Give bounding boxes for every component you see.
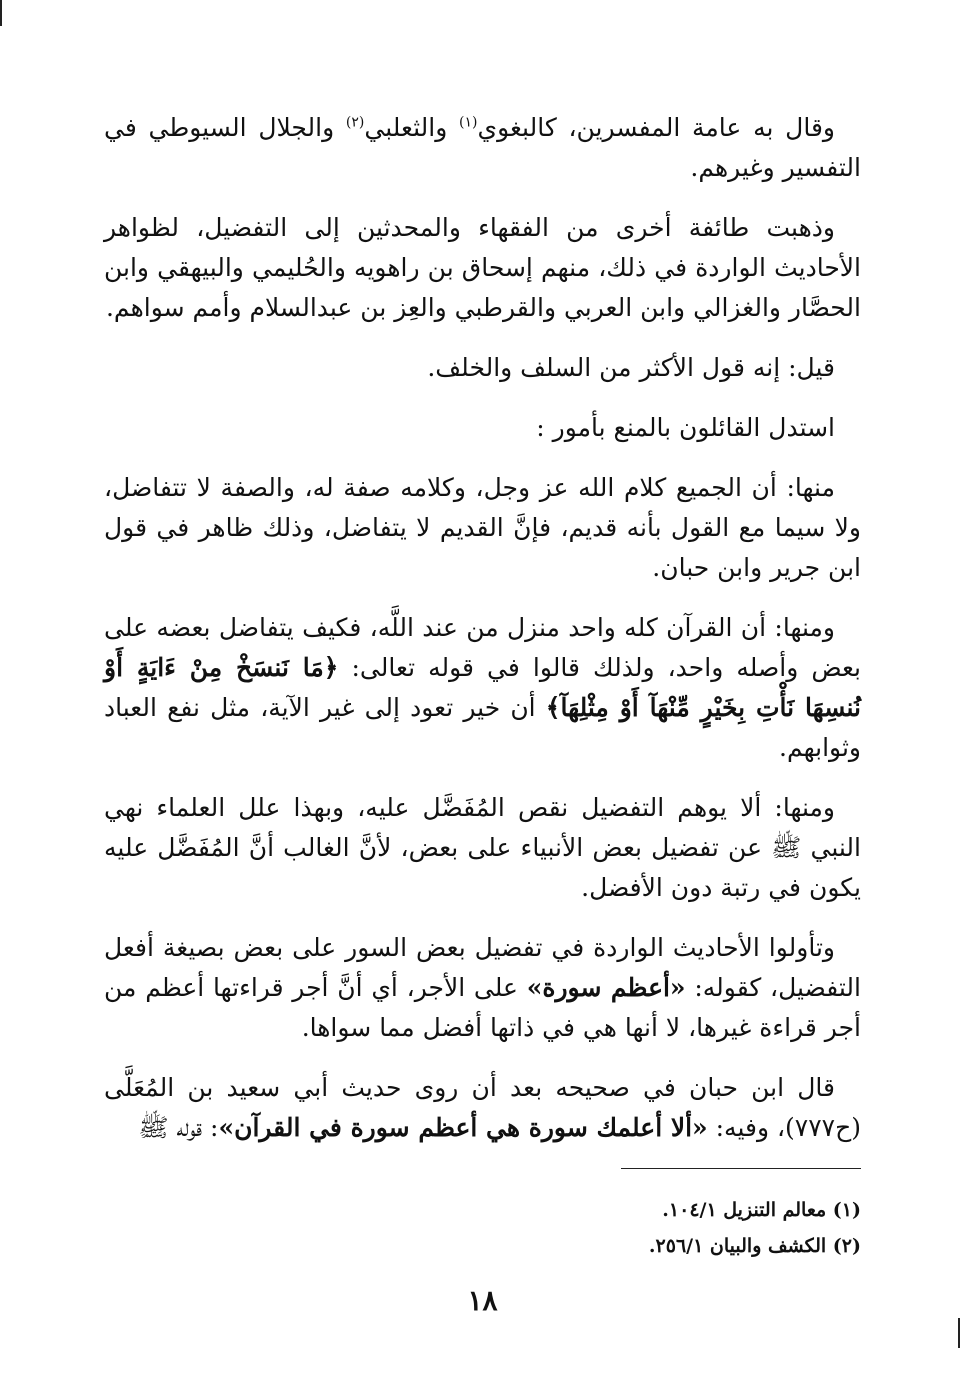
page-number: ١٨ xyxy=(467,1284,498,1317)
scan-edge-mark-top xyxy=(0,0,2,26)
paragraph-1 xyxy=(104,108,861,188)
p6-text-a: ومنها: أن القرآن كله واحد منزل من عند اللَّه، فكيف يتفاضل بعضه على بعض وأصله واحد، ولذلك قالوا في قوله تعالى: xyxy=(104,613,862,682)
p9-text-b: : قوله ﷺ xyxy=(138,1113,219,1142)
hadith-quote-2: «ألا أعلمك سورة هي أعظم سورة في القرآن» xyxy=(218,1113,708,1142)
paragraph-8 xyxy=(104,928,861,1048)
paragraph-2: وذهبت طائفة أخرى من الفقهاء والمحدثين إلى التفضيل، لظواهر الأحاديث الواردة في ذلك، منهم إسحاق بن راهويه والحُليمي والبيهقي وابن الحصَّار والغزالي وابن العربي والقرطبي والعِز بن عبدالسلام وأمم سواهم. xyxy=(104,213,861,322)
footnote-ref-2: (٢) xyxy=(345,114,365,131)
p8-text-a: وتأولوا الأحاديث الواردة في تفضيل بعض السور على بعض بصيغة أفعل التفضيل، كقوله: xyxy=(104,933,861,1002)
p1-text-a: وقال به عامة المفسرين، كالبغوي xyxy=(477,113,835,142)
paragraph-9 xyxy=(104,1068,861,1148)
paragraph-4: استدل القائلون بالمنع بأمور : xyxy=(536,413,835,442)
footnote-ref-1: (١) xyxy=(459,114,478,131)
footnote-divider xyxy=(621,1168,861,1169)
paragraph-5: منها: أن الجميع كلام الله عز وجل، وكلامه صفة له، والصفة لا تتفاضل، ولا سيما مع القول بأنه قديم، فإنَّ القديم لا يتفاضل، وذلك ظاهر في قول ابن جرير وابن حبان. xyxy=(104,473,861,582)
p1-text-b: والثعلبي xyxy=(364,113,460,142)
paragraph-3: قيل: إنه قول الأكثر من السلف والخلف. xyxy=(427,353,835,382)
paragraph-7: ومنها: ألا يوهم التفضيل نقص المُفَضَّل عليه، وبهذا علل العلماء نهي النبي ﷺ عن تفضيل بعض الأنبياء على بعض، لأنَّ الغالب أنَّ المُفَضَّل عليه يكون في رتبة دون الأفضل. xyxy=(104,793,861,902)
paragraph-6 xyxy=(104,608,861,768)
main-text xyxy=(104,108,861,1166)
p9-text-a: قال ابن حبان في صحيحه بعد أن روى حديث أبي سعيد بن المُعَلَّى (ح٧٧٧)، وفيه: xyxy=(104,1073,861,1142)
footnote-2: (٢) الكشف والبيان ٢٥٦/١. xyxy=(648,1235,861,1257)
p6-text-b: أن خير تعود إلى غير الآية، مثل نفع العباد وثوابهم. xyxy=(104,693,861,762)
p1-text-c: والجلال السيوطي في التفسير وغيرهم. xyxy=(104,113,861,182)
footnotes xyxy=(361,1192,861,1264)
scan-edge-mark-bottom xyxy=(958,1318,960,1348)
footnote-1: (١) معالم التنزيل ١٠٤/١. xyxy=(662,1199,861,1221)
hadith-quote-1: «أعظم سورة» xyxy=(526,973,686,1002)
quran-verse: ﴿مَا نَنسَخْ مِنْ ءَايَةٍ أَوْ نُنسِهَا نَأْتِ بِخَيْرٍ مِّنْهَآ أَوْ مِثْلِهَآ﴾ xyxy=(104,653,861,722)
p8-text-b: على الأجر، أي أنَّ أجر قراءتها أعظم من أجر قراءة غيرها، لا أنها هي في ذاتها أفضل مما سواها. xyxy=(104,973,861,1042)
